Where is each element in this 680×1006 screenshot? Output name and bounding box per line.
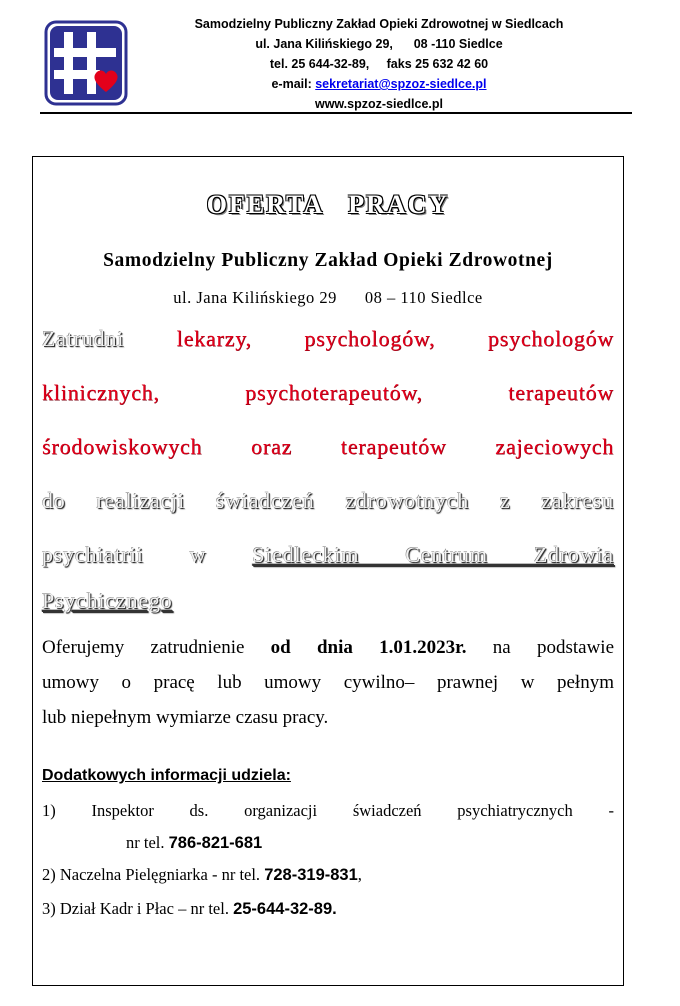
- positions-part-1: lekarzy, psychologów, psychologów: [176, 326, 614, 351]
- scope-text: do realizacji świadczeń zdrowotnych z zakresu: [42, 488, 614, 513]
- header-divider: [40, 112, 632, 114]
- contact-1-phone-line: [42, 832, 614, 854]
- title-word-1: OFERTA: [206, 190, 325, 219]
- organization-name: Samodzielny Publiczny Zakład Opieki Zdrowotnej: [103, 250, 553, 271]
- double-cross-heart-logo-icon: [44, 20, 128, 106]
- center-name-cont: Psychicznego: [42, 588, 173, 613]
- contact-3-phone: 25-644-32-89.: [233, 900, 337, 918]
- institution-website[interactable]: www.spzoz-siedlce.pl: [314, 97, 444, 111]
- contact-2-suffix: ,: [357, 865, 362, 884]
- contact-item-3: [42, 898, 614, 920]
- letterhead-text: [140, 14, 618, 114]
- contact-1-prefix: nr tel.: [126, 833, 169, 852]
- institution-address: ul. Jana Kilińskiego 29, 08 -110 Siedlce: [255, 37, 503, 51]
- terms-text-2: na podstawie: [466, 637, 614, 658]
- contacts-heading: Dodatkowych informacji udziela:: [42, 767, 291, 784]
- contact-2-phone: 728-319-831: [264, 866, 358, 884]
- email-label: e-mail:: [271, 77, 316, 91]
- contact-item-1: [42, 800, 614, 854]
- letterhead: [0, 0, 680, 115]
- institution-email: [140, 74, 618, 94]
- employment-terms: [42, 630, 614, 735]
- contact-2-role: 2) Naczelna Pielęgniarka - nr tel.: [42, 865, 265, 884]
- terms-line-2: umowy o pracę lub umowy cywilno– prawnej w pełnym: [42, 672, 614, 693]
- contact-3-role: 3) Dział Kadr i Płac – nr tel.: [42, 899, 234, 918]
- institution-name: Samodzielny Publiczny Zakład Opieki Zdrowotnej w Siedlcach: [194, 17, 564, 31]
- offer-line-1: [42, 312, 614, 366]
- terms-text: Oferujemy zatrudnienie: [42, 637, 271, 658]
- positions-part-3: środowiskowych oraz terapeutów zajeciowych: [42, 434, 614, 459]
- contact-item-2: [42, 864, 614, 886]
- contact-1-phone: 786-821-681: [168, 834, 263, 852]
- offer-line-3: [42, 420, 614, 474]
- scope-text-2: psychiatrii w: [42, 542, 253, 567]
- start-date: od dnia 1.01.2023r.: [270, 637, 467, 658]
- email-link[interactable]: sekretariat@spzoz-siedlce.pl: [315, 77, 487, 91]
- offer-line-6: [42, 574, 614, 628]
- positions-part-2: klinicznych, psychoterapeutów, terapeutów: [42, 380, 614, 405]
- address-street: ul. Jana Kilińskiego 29: [173, 288, 337, 307]
- terms-line-1: [42, 630, 614, 665]
- institution-phone: tel. 25 644-32-89, faks 25 632 42 60: [269, 57, 489, 71]
- contact-1-role: 1) Inspektor ds. organizacji świadczeń psychiatrycznych -: [42, 801, 614, 820]
- terms-line-3: lub niepełnym wymiarze czasu pracy.: [42, 707, 329, 728]
- organization-address: [32, 288, 624, 308]
- offer-title: [32, 190, 624, 220]
- address-city: 08 – 110 Siedlce: [364, 288, 483, 307]
- offer-line-4: [42, 474, 614, 528]
- hire-prefix: Zatrudni: [42, 326, 177, 351]
- center-name: Siedleckim Centrum Zdrowia: [252, 542, 614, 567]
- title-word-2: PRACY: [348, 190, 450, 219]
- offer-line-2: [42, 366, 614, 420]
